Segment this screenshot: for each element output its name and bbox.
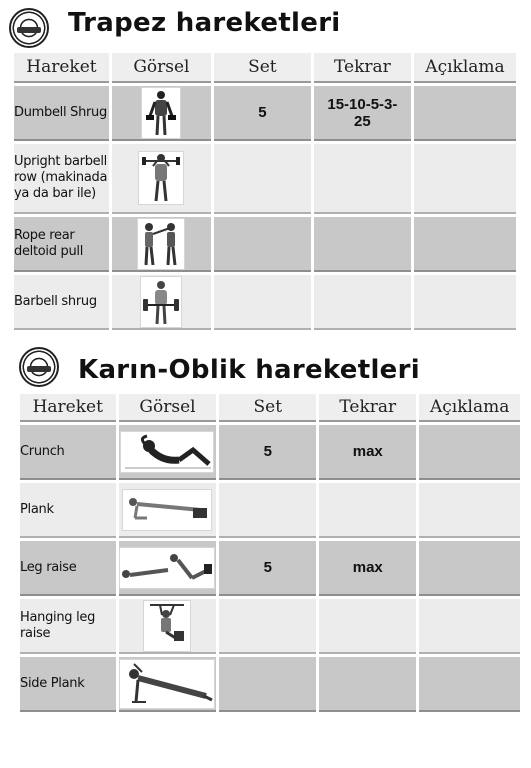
exercise-name: Hanging leg raise <box>20 599 116 654</box>
club-logo-bottom <box>19 347 59 387</box>
tekrar-value <box>319 599 416 654</box>
header-set: Set <box>214 53 311 83</box>
dumbbell-shrug-figure <box>141 87 181 139</box>
header-tekrar: Tekrar <box>319 394 416 422</box>
karin-oblik-table <box>17 391 523 715</box>
table-row <box>14 275 516 330</box>
set-value: 5 <box>219 541 316 596</box>
tekrar-value <box>314 144 411 214</box>
aciklama-value <box>419 599 520 654</box>
tekrar-value: max <box>319 541 416 596</box>
side-plank-figure <box>119 659 215 709</box>
tekrar-value <box>314 275 411 330</box>
header-aciklama: Açıklama <box>414 53 516 83</box>
section-title-trapez: Trapez hareketleri <box>68 8 341 38</box>
exercise-name: Dumbell Shrug <box>14 86 109 141</box>
tekrar-value <box>314 217 411 272</box>
set-value <box>219 599 316 654</box>
aciklama-value <box>414 144 516 214</box>
tekrar-value <box>319 657 416 712</box>
set-value <box>219 483 316 538</box>
header-tekrar: Tekrar <box>314 53 411 83</box>
set-value <box>214 275 311 330</box>
exercise-name: Side Plank <box>20 657 116 712</box>
aciklama-value <box>414 217 516 272</box>
upright-row-figure <box>138 151 184 205</box>
set-value: 5 <box>219 425 316 480</box>
table-row <box>20 425 520 480</box>
exercise-name: Leg raise <box>20 541 116 596</box>
section-title-karin-oblik: Karın-Oblik hareketleri <box>78 355 420 385</box>
set-value: 5 <box>214 86 311 141</box>
trapez-table <box>11 50 519 333</box>
table-row <box>20 541 520 596</box>
aciklama-value <box>414 86 516 141</box>
table-header-row <box>14 53 516 83</box>
table-row <box>14 217 516 272</box>
header-aciklama: Açıklama <box>419 394 520 422</box>
set-value <box>214 144 311 214</box>
crunch-figure <box>120 431 214 473</box>
club-logo-top <box>9 8 49 48</box>
table-row <box>20 483 520 538</box>
table-row <box>14 86 516 141</box>
header-gorsel: Görsel <box>119 394 217 422</box>
aciklama-value <box>419 541 520 596</box>
exercise-name: Rope rear deltoid pull <box>14 217 109 272</box>
table-row <box>14 144 516 214</box>
header-hareket: Hareket <box>14 53 109 83</box>
barbell-shrug-figure <box>140 276 182 328</box>
aciklama-value <box>419 657 520 712</box>
set-value <box>214 217 311 272</box>
tekrar-value: max <box>319 425 416 480</box>
hanging-leg-raise-figure <box>143 600 191 652</box>
leg-raise-figure <box>119 547 215 589</box>
aciklama-value <box>414 275 516 330</box>
exercise-name: Plank <box>20 483 116 538</box>
exercise-name: Crunch <box>20 425 116 480</box>
header-set: Set <box>219 394 316 422</box>
aciklama-value <box>419 425 520 480</box>
header-hareket: Hareket <box>20 394 116 422</box>
table-row <box>20 657 520 712</box>
table-header-row <box>20 394 520 422</box>
tekrar-value <box>319 483 416 538</box>
table-row <box>20 599 520 654</box>
tekrar-value: 15-10-5-3-25 <box>314 86 411 141</box>
aciklama-value <box>419 483 520 538</box>
set-value <box>219 657 316 712</box>
plank-figure <box>122 489 212 531</box>
exercise-name: Upright barbell row (makinada ya da bar ile) <box>14 144 109 214</box>
header-gorsel: Görsel <box>112 53 211 83</box>
rope-pull-figure <box>137 218 185 270</box>
exercise-name: Barbell shrug <box>14 275 109 330</box>
